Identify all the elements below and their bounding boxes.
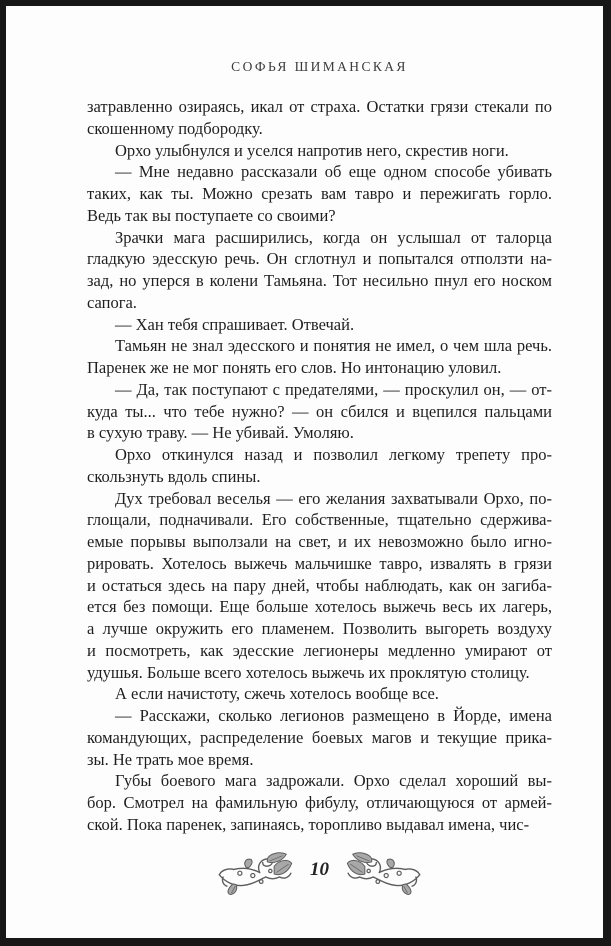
text-line: — Хан тебя спрашивает. Отвечай. [115, 314, 355, 334]
body-text [87, 96, 552, 836]
text-line: рировать. Хотелось выжечь мальчишке тавро, извалять в грязи [87, 553, 552, 573]
text-line: — Да, так поступают с предателями, — проскулил он, — от- [115, 379, 552, 399]
text-line: Орхо улыбнулся и уселся напротив него, скрестив ноги. [115, 140, 509, 160]
floral-vine-ornament-left-icon [217, 851, 297, 897]
text-line: Ведь так вы поступаете со своими? [87, 205, 336, 225]
text-line: таких, как ты. Можно срезать вам тавро и пережигать горло. [87, 184, 552, 203]
text-line: А если начистоту, сжечь хотелось вообще все. [115, 684, 439, 704]
page-footer [87, 851, 552, 897]
floral-vine-ornament-right-icon [342, 851, 422, 897]
text-line: емые порывы выползали на свет, и их невозможно было игно- [87, 532, 552, 551]
book-page [6, 6, 603, 938]
text-line: Паренек же не мог понять его слов. Но интонацию уловил. [87, 358, 502, 377]
text-line: ется без помощи. Еще больше хотелось выжечь весь их лагерь, [87, 597, 552, 617]
text-line: скользнуть вдоль спины. [87, 466, 261, 486]
text-line: зад, но уперся в колени Тамьяна. Тот несильно пнул его носком [87, 271, 552, 290]
text-line: Тамьян не знал эдесского и понятия не имел, о чем шла речь. [115, 336, 552, 356]
page-number: 10 [310, 859, 329, 880]
text-line: удушья. Больше всего хотелось выжечь их проклятую столицу. [87, 662, 530, 682]
text-line: затравленно озираясь, икал от страха. Остатки грязи стекали по [87, 97, 552, 116]
text-line: в сухую траву. — Не убивай. Умоляю. [87, 423, 354, 443]
text-line: Дух требовал веселья — его желания захватывали Орхо, по- [115, 488, 552, 508]
text-line: зы. Не трать мое время. [87, 749, 254, 769]
text-line: глощали, подначивали. Его собственные, тщательно сдержива- [87, 510, 552, 530]
text-line: бор. Смотрел на фамильную фибулу, отличающуюся от армей- [87, 793, 552, 812]
text-line: куда ты... что тебе нужно? — он сбился и вцепился пальцами [87, 401, 552, 421]
text-line: командующих, распределение боевых магов и текущие прика- [87, 727, 552, 747]
text-line: скошенному подбородку. [87, 118, 263, 138]
text-line: сапога. [87, 292, 137, 312]
text-line: а лучше окружить его пламенем. Позволить выгореть воздуху [87, 619, 552, 638]
text-line: гладкую эдесскую речь. Он сглотнул и попытался отползти на- [87, 249, 552, 269]
text-line: и остаться здесь на пару дней, чтобы наблюдать, как он загиба- [87, 575, 552, 595]
text-line: Губы боевого мага задрожали. Орхо сделал хороший вы- [115, 771, 552, 791]
text-line: — Расскажи, сколько легионов размещено в Йорде, имена [115, 706, 552, 725]
text-line: — Мне недавно рассказали об еще одном способе убивать [115, 162, 552, 182]
text-line: и посмотреть, как эдесские легионеры медленно умирают от [87, 640, 552, 660]
text-line: Зрачки мага расширились, когда он услышал от талорца [115, 227, 552, 247]
text-line: Орхо откинулся назад и позволил легкому трепету про- [115, 445, 552, 464]
text-line: ской. Пока паренек, запинаясь, торопливо выдавал имена, чис- [87, 814, 530, 834]
running-header: СОФЬЯ ШИМАНСКАЯ [231, 59, 408, 74]
